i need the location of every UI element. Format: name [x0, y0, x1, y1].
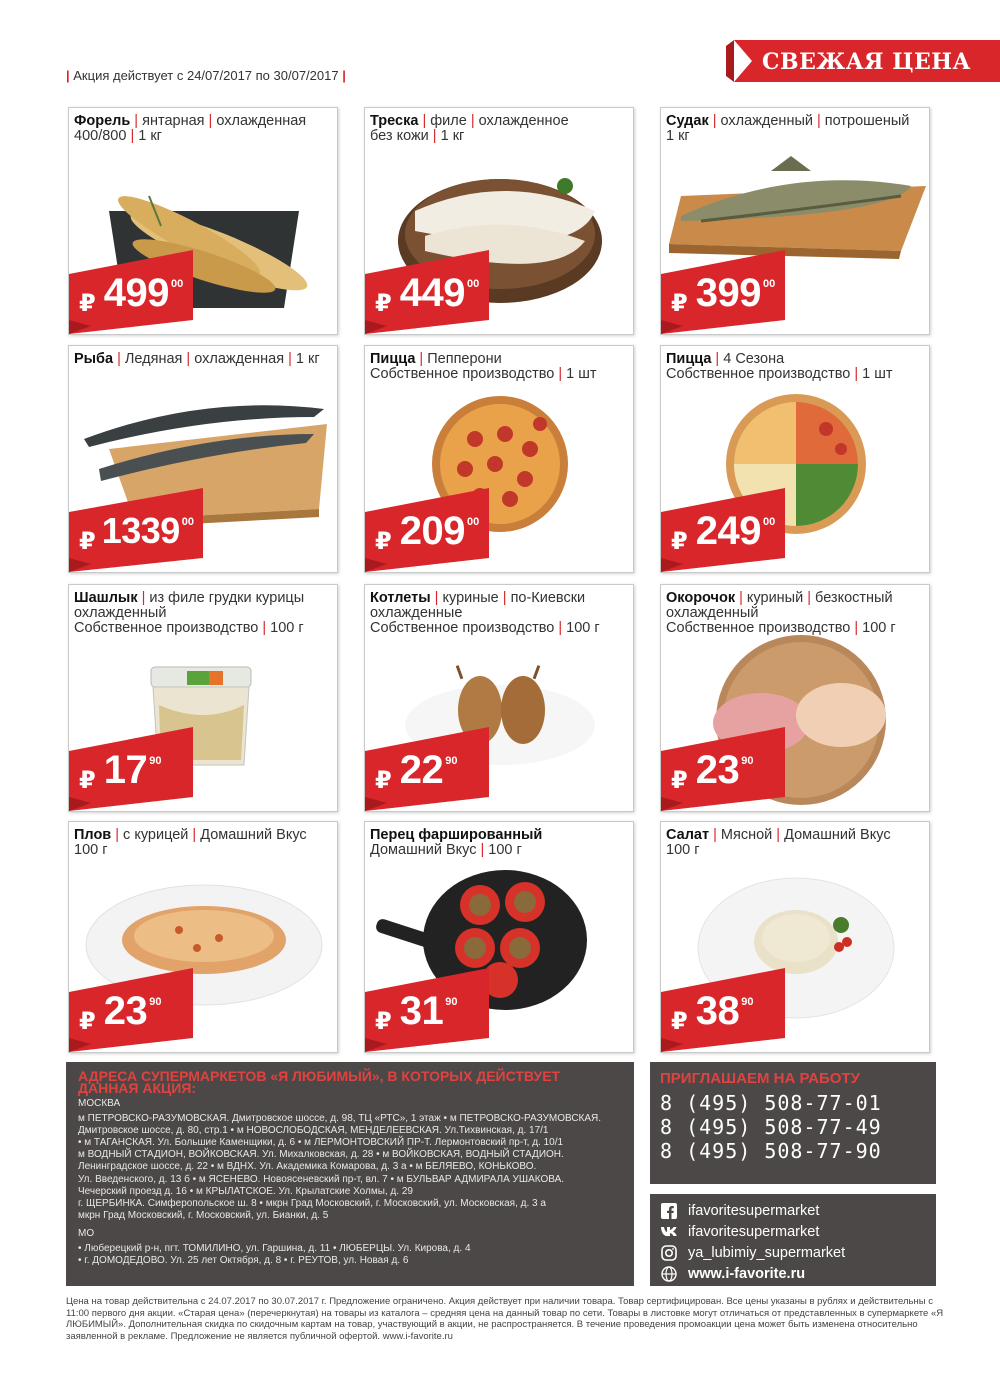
price-main: 38 [695, 989, 740, 1033]
price [79, 271, 183, 318]
product-name: Котлеты [370, 590, 431, 606]
vk-text: ifavoritesupermarket [688, 1223, 820, 1240]
price-main: 23 [695, 748, 740, 792]
price-tag [365, 488, 495, 572]
product-description: Котлеты | куриные | по-Киевски охлажденные Собственное производство | 100 г [370, 590, 600, 636]
price [375, 748, 457, 795]
price-main: 31 [399, 989, 444, 1033]
phone-1[interactable]: 8 (495) 508-77-01 [660, 1091, 882, 1115]
product-detail: филе [430, 113, 467, 129]
price [671, 271, 775, 318]
address-line: Ул. Введенского, д. 13 б • м ЯСЕНЕВО. Новоясеневский пр-т, вл. 7 • м БУЛЬВАР АДМИРАЛА УШАКОВА. [78, 1173, 565, 1185]
ruble-icon: ₽ [79, 290, 96, 317]
ruble-icon: ₽ [375, 528, 392, 555]
price-kopecks: 00 [762, 278, 776, 290]
product-line2: Собственное производство [666, 366, 851, 382]
ruble-icon: ₽ [671, 290, 688, 317]
jobs-title: ПРИГЛАШАЕМ НА РАБОТУ [660, 1070, 860, 1087]
mo-label: МО [78, 1228, 95, 1240]
product-name: Перец фаршированный [370, 827, 543, 843]
price-kopecks: 00 [181, 516, 195, 528]
price-kopecks: 00 [762, 516, 776, 528]
price-kopecks: 90 [445, 996, 458, 1008]
address-line: Ленинградское шоссе, д. 22 • м ВДНХ. Ул. Академика Комарова, д. 3 а • м БЕЛЯЕВО, КОНЬКОВО. [78, 1161, 537, 1173]
price [79, 748, 161, 795]
product-name: Форель [74, 113, 131, 129]
address-line: • Люберецкий р-н, пгт. ТОМИЛИНО, ул. Гаршина, д. 11 • ЛЮБЕРЦЫ. Ул. Кирова, д. 4 [78, 1242, 471, 1254]
product-unit: 1 шт [862, 366, 893, 382]
price [671, 989, 753, 1036]
product-detail: Домашний Вкус [200, 827, 307, 843]
price-tag [69, 727, 199, 811]
banner-text: СВЕЖАЯ ЦЕНА [762, 49, 971, 75]
instagram-link[interactable] [660, 1242, 926, 1263]
ruble-icon: ₽ [79, 528, 96, 555]
address-line: мкрн Град Московский, г. Московский, ул. Бианки, д. 5 [78, 1210, 329, 1222]
facebook-icon [660, 1202, 678, 1220]
product-description: Пицца | Пепперони Собственное производство | 1 шт [370, 351, 597, 382]
product-line2: Собственное производство [370, 366, 555, 382]
address-line: Чечерский проезд д. 16 • м КРЫЛАТСКОЕ. Ул. Крылатские Холмы, д. 29 [78, 1185, 413, 1197]
product-line2: без кожи [370, 128, 429, 144]
vk-icon [660, 1223, 678, 1241]
ruble-icon: ₽ [79, 1008, 96, 1035]
product-detail: охлажденная [194, 351, 285, 367]
product-detail: Ледяная [124, 351, 183, 367]
product-detail: янтарная [142, 113, 205, 129]
price [375, 271, 479, 318]
price-tag [365, 968, 495, 1052]
globe-icon [660, 1265, 678, 1283]
product-line2: охлажденный [74, 605, 167, 621]
product-description: Форель | янтарная | охлажденная 400/800 | 1 кг [74, 113, 307, 144]
price [375, 989, 457, 1036]
product-detail: Мясной [720, 827, 773, 843]
price [671, 509, 775, 556]
vk-link[interactable] [660, 1221, 926, 1242]
product-line3: Собственное производство [666, 620, 851, 636]
ruble-icon: ₽ [671, 1008, 688, 1035]
promo-period-text: Акция действует с 24/07/2017 по 30/07/2017 [73, 68, 339, 83]
product-line3: Собственное производство [370, 620, 555, 636]
facebook-text: ifavoritesupermarket [688, 1202, 820, 1219]
address-line: • м ТАГАНСКАЯ. Ул. Большие Каменщики, д. 6 • м ЛЕРМОНТОВСКИЙ ПР-Т. Лермонтовский пр-т, д. 10/1 [78, 1137, 564, 1149]
product-card[interactable] [364, 584, 634, 812]
price-kopecks: 90 [149, 755, 162, 767]
product-card[interactable] [68, 584, 338, 812]
product-unit: 100 г [270, 620, 304, 636]
product-unit: 100 г [488, 842, 522, 858]
phone-2[interactable]: 8 (495) 508-77-49 [660, 1115, 882, 1139]
price-main: 23 [103, 989, 148, 1033]
product-name: Шашлык [74, 590, 138, 606]
product-detail: с курицей [123, 827, 189, 843]
ruble-icon: ₽ [375, 767, 392, 794]
address-line: м ВОДНЫЙ СТАДИОН, ВОЙКОВСКАЯ. Ул. Михалковская, д. 28 • м ВОЙКОВСКАЯ, ВОДНЫЙ СТАДИОН. [78, 1149, 564, 1161]
product-name: Треска [370, 113, 419, 129]
product-detail: охлажденная [216, 113, 307, 129]
jobs-box [650, 1062, 936, 1184]
product-card[interactable] [68, 821, 338, 1053]
price-tag [69, 250, 199, 334]
product-detail: куриный [746, 590, 804, 606]
product-unit: 1 кг [440, 128, 465, 144]
product-description: Окорочок | куриный | безкостный охлажденный Собственное производство | 100 г [666, 590, 896, 636]
product-name: Плов [74, 827, 112, 843]
instagram-icon [660, 1244, 678, 1262]
price-tag [661, 250, 791, 334]
price-kopecks: 00 [170, 278, 184, 290]
price-kopecks: 90 [445, 755, 458, 767]
product-unit: 1 кг [138, 128, 162, 144]
product-name: Рыба [74, 351, 114, 367]
product-unit: 1 шт [566, 366, 597, 382]
social-links [650, 1194, 936, 1286]
price-tag [69, 488, 199, 572]
facebook-link[interactable] [660, 1200, 926, 1221]
product-line2: Домашний Вкус [370, 842, 477, 858]
price-main: 449 [399, 271, 465, 315]
address-line: Дмитровское шоссе, д. 80, стр.1 • м НОВОСЛОБОДСКАЯ, МЕНДЕЛЕЕВСКАЯ. Ул.Тихвинская, д. 17/1 [78, 1124, 549, 1136]
product-description: Салат | Мясной | Домашний Вкус 100 г [666, 827, 891, 858]
product-name: Окорочок [666, 590, 736, 606]
ruble-icon: ₽ [671, 528, 688, 555]
product-description: Шашлык | из филе грудки курицы охлажденный Собственное производство | 100 г [74, 590, 305, 636]
product-card[interactable] [68, 107, 338, 335]
address-line: г. ЩЕРБИНКА. Симферопольское ш. 8 • мкрн Град Московский, г. Московский, ул. Московская, д. 3 а [78, 1198, 546, 1210]
price-tag [661, 968, 791, 1052]
price-main: 499 [103, 271, 169, 315]
product-detail: потрошеный [824, 113, 910, 129]
product-unit: 100 г [862, 620, 896, 636]
product-line2: 1 кг [666, 128, 690, 144]
price-tag [661, 488, 791, 572]
product-description: Треска | филе | охлажденное без кожи | 1 кг [370, 113, 569, 144]
fresh-price-banner [726, 40, 1000, 86]
product-card[interactable] [660, 584, 930, 812]
product-description: Перец фаршированный Домашний Вкус | 100 г [370, 827, 543, 858]
product-line2: охлажденные [370, 605, 463, 621]
address-line: • г. ДОМОДЕДОВО. Ул. 25 лет Октября, д. 8 • г. РЕУТОВ, ул. Новая д. 6 [78, 1254, 409, 1266]
price [671, 748, 753, 795]
price-kopecks: 90 [741, 755, 754, 767]
address-line: м ПЕТРОВСКО-РАЗУМОВСКАЯ. Дмитровское шоссе, д. 98, ТЦ «РТС», 1 этаж • м ПЕТРОВСКО-РАЗУМОВСКАЯ. [78, 1112, 602, 1124]
product-card[interactable] [660, 107, 930, 335]
product-detail: Домашний Вкус [784, 827, 891, 843]
price-kopecks: 00 [466, 278, 480, 290]
product-card[interactable] [68, 345, 338, 573]
instagram-text: ya_lubimiy_supermarket [688, 1244, 846, 1261]
price-main: 17 [103, 748, 148, 792]
ruble-icon: ₽ [671, 767, 688, 794]
product-line2: 400/800 [74, 128, 127, 144]
price [79, 989, 161, 1036]
price-tag [365, 727, 495, 811]
product-detail: из филе грудки курицы [149, 590, 305, 606]
price-kopecks: 90 [149, 996, 162, 1008]
product-detail: 1 кг [295, 351, 320, 367]
phone-3[interactable]: 8 (495) 508-77-90 [660, 1139, 882, 1163]
website-link[interactable] [660, 1263, 926, 1284]
price-tag [661, 727, 791, 811]
price-main: 22 [399, 748, 444, 792]
product-detail: куриные [442, 590, 499, 606]
product-line2: 100 г [666, 842, 700, 858]
price-tag [69, 968, 199, 1052]
product-detail: Пепперони [427, 351, 502, 367]
moscow-label: МОСКВА [78, 1098, 121, 1110]
product-description: Пицца | 4 Сезона Собственное производство | 1 шт [666, 351, 893, 382]
product-detail: по-Киевски [510, 590, 586, 606]
product-card[interactable] [660, 821, 930, 1053]
product-description: Плов | с курицей | Домашний Вкус 100 г [74, 827, 307, 858]
product-detail: охлажденное [478, 113, 569, 129]
ruble-icon: ₽ [375, 290, 392, 317]
product-line2: 100 г [74, 842, 108, 858]
product-name: Пицца [370, 351, 416, 367]
website-text: www.i-favorite.ru [688, 1265, 806, 1282]
price-main: 1339 [101, 510, 180, 551]
product-card[interactable] [660, 345, 930, 573]
promo-period: | Акция действует с 24/07/2017 по 30/07/2017 | [66, 68, 346, 83]
product-line3: Собственное производство [74, 620, 259, 636]
product-detail: охлажденный [720, 113, 813, 129]
product-description: Рыба | Ледяная | охлажденная | 1 кг [74, 351, 320, 367]
ruble-icon: ₽ [79, 767, 96, 794]
product-card[interactable] [364, 345, 634, 573]
product-detail: 4 Сезона [723, 351, 785, 367]
product-card[interactable] [364, 821, 634, 1053]
price [375, 509, 479, 556]
addresses-title: АДРЕСА СУПЕРМАРКЕТОВ «Я ЛЮБИМЫЙ», В КОТОРЫХ ДЕЙСТВУЕТ ДАННАЯ АКЦИЯ: [78, 1068, 561, 1097]
ruble-icon: ₽ [375, 1008, 392, 1035]
price [79, 509, 194, 556]
store-addresses [66, 1062, 634, 1286]
product-name: Пицца [666, 351, 712, 367]
product-card[interactable] [364, 107, 634, 335]
price-kopecks: 90 [741, 996, 754, 1008]
product-line2: охлажденный [666, 605, 759, 621]
price-main: 249 [695, 509, 761, 553]
price-kopecks: 00 [466, 516, 480, 528]
product-detail: безкостный [815, 590, 893, 606]
product-description: Судак | охлажденный | потрошеный 1 кг [666, 113, 910, 144]
product-name: Судак [666, 113, 709, 129]
product-unit: 100 г [566, 620, 600, 636]
product-name: Салат [666, 827, 710, 843]
price-main: 399 [695, 271, 761, 315]
price-main: 209 [399, 509, 465, 553]
price-tag [365, 250, 495, 334]
disclaimer: Цена на товар действительна с 24.07.2017 по 30.07.2017 г. Предложение ограничено. Акция действует при наличии товара. Товар сертифицирован. Все цены указаны в рублях и действительны с 11:00 первого дня акции. «Старая цена» (перечеркнутая) на товары из каталога – средняя цена на данный товар по сети. Товары в листовке могут отличаться от представленных в супермаркете «Я ЛЮБИМЫЙ». Дополнительная скидка по скидочным картам на товар, участвующий в акции, не распространяется. В течение проведения промоакции цена может быть изменена относительно заявленной в рекламе. Предложение не является публичной офертой. www.i-favorite.ru [66, 1296, 944, 1342]
